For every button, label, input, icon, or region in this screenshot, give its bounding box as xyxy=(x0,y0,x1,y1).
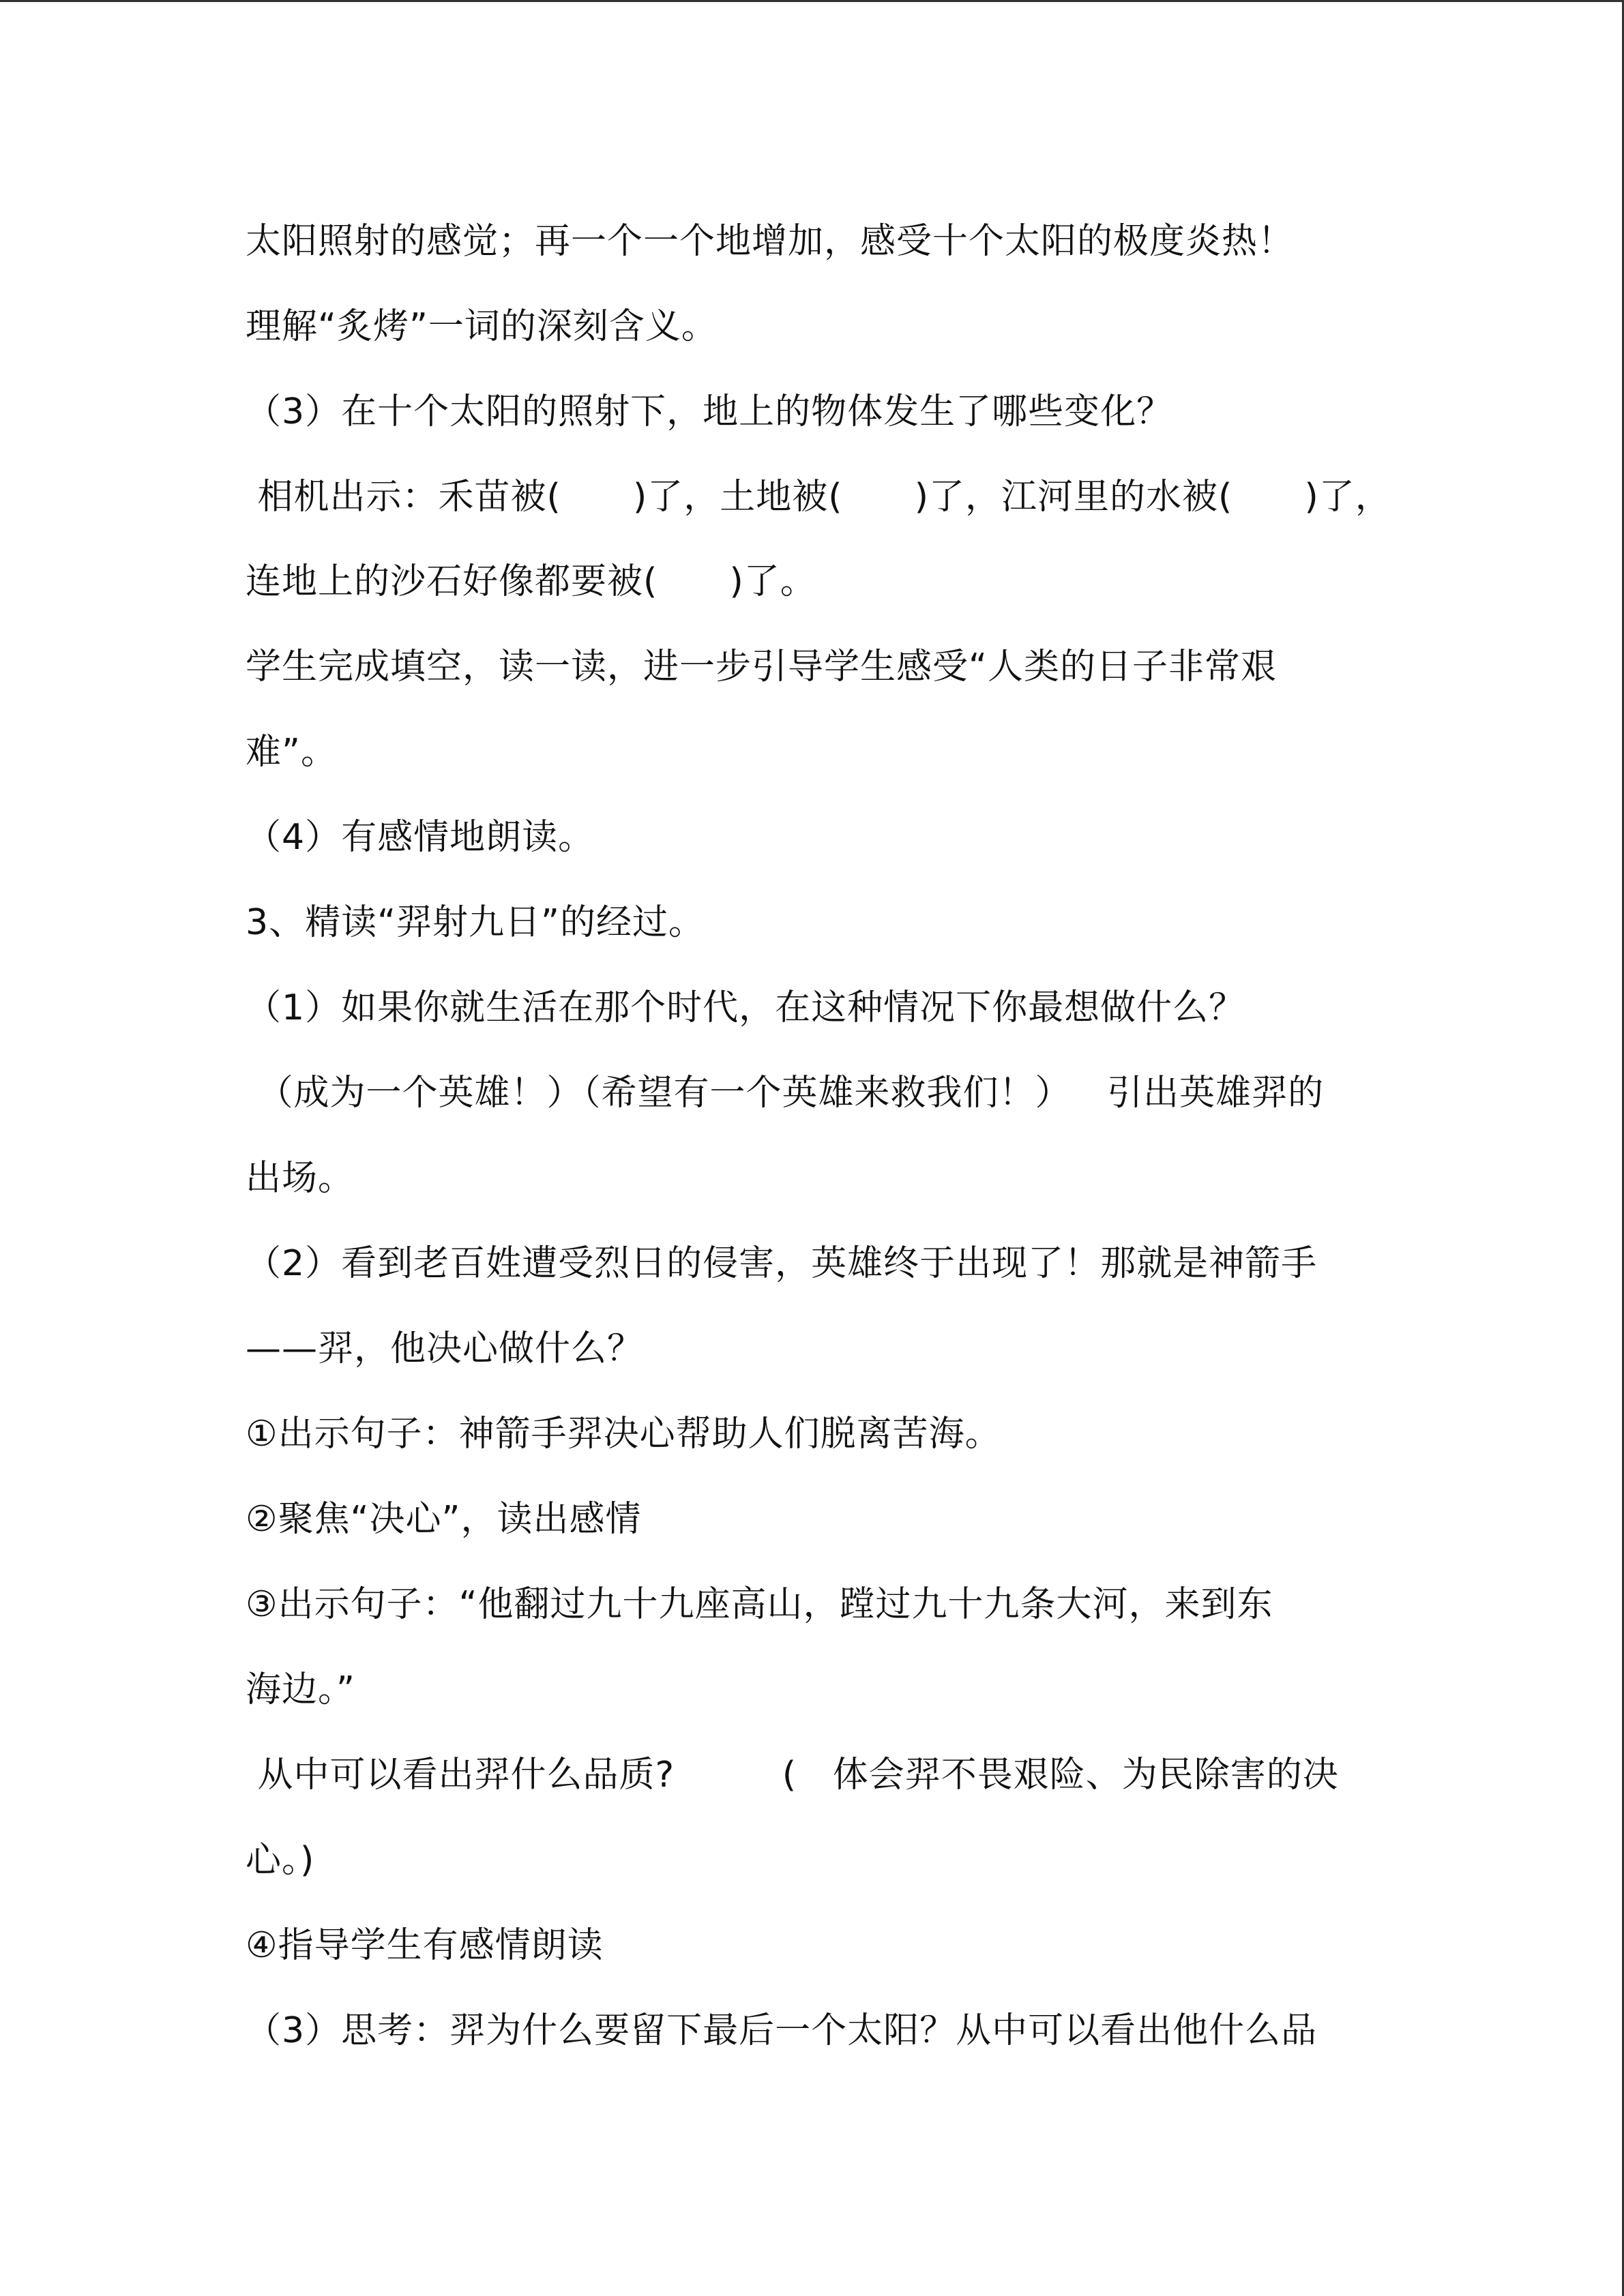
text-line: ——羿，他决心做什么？ xyxy=(246,1328,644,1369)
text-line: （1）如果你就生活在那个时代，在这种情况下你最想做什么？ xyxy=(246,987,1245,1028)
text-line: 出场。 xyxy=(246,1158,355,1199)
text-line: 难”。 xyxy=(246,732,337,773)
text-line: 从中可以看出羿什么品质? ( 体会羿不畏艰险、为民除害的决 xyxy=(246,1755,1339,1795)
text-line: ②聚焦“决心”，读出感情 xyxy=(246,1499,642,1540)
text-line: 心。) xyxy=(246,1840,315,1881)
text-line: （3）在十个太阳的照射下，地上的物体发生了哪些变化？ xyxy=(246,391,1173,432)
text-line: ③出示句子：“他翻过九十九座高山，蹚过九十九条大河，来到东 xyxy=(246,1584,1273,1625)
text-line: （2）看到老百姓遭受烈日的侵害，英雄终于出现了！那就是神箭手 xyxy=(246,1243,1318,1284)
text-line: 3、精读“羿射九日”的经过。 xyxy=(246,902,705,943)
text-line: （成为一个英雄！）（希望有一个英雄来救我们！） 引出英雄羿的 xyxy=(246,1073,1325,1114)
text-line: 相机出示：禾苗被( )了，土地被( )了，江河里的水被( )了， xyxy=(246,477,1391,518)
text-line: 连地上的沙石好像都要被( )了。 xyxy=(246,561,816,602)
text-line: ①出示句子：神箭手羿决心帮助人们脱离苦海。 xyxy=(246,1414,1001,1455)
text-line: （3）思考：羿为什么要留下最后一个太阳？从中可以看出他什么品 xyxy=(246,2010,1318,2051)
text-line: ④指导学生有感情朗读 xyxy=(246,1925,604,1966)
text-line: 学生完成填空，读一读，进一步引导学生感受“人类的日子非常艰 xyxy=(246,646,1277,687)
text-line: 海边。” xyxy=(246,1669,355,1710)
text-line: （4）有感情地朗读。 xyxy=(246,817,595,858)
text-line: 太阳照射的感觉；再一个一个地增加，感受十个太阳的极度炎热！ xyxy=(246,221,1295,262)
text-line: 理解“炙烤”一词的深刻含义。 xyxy=(246,306,718,347)
